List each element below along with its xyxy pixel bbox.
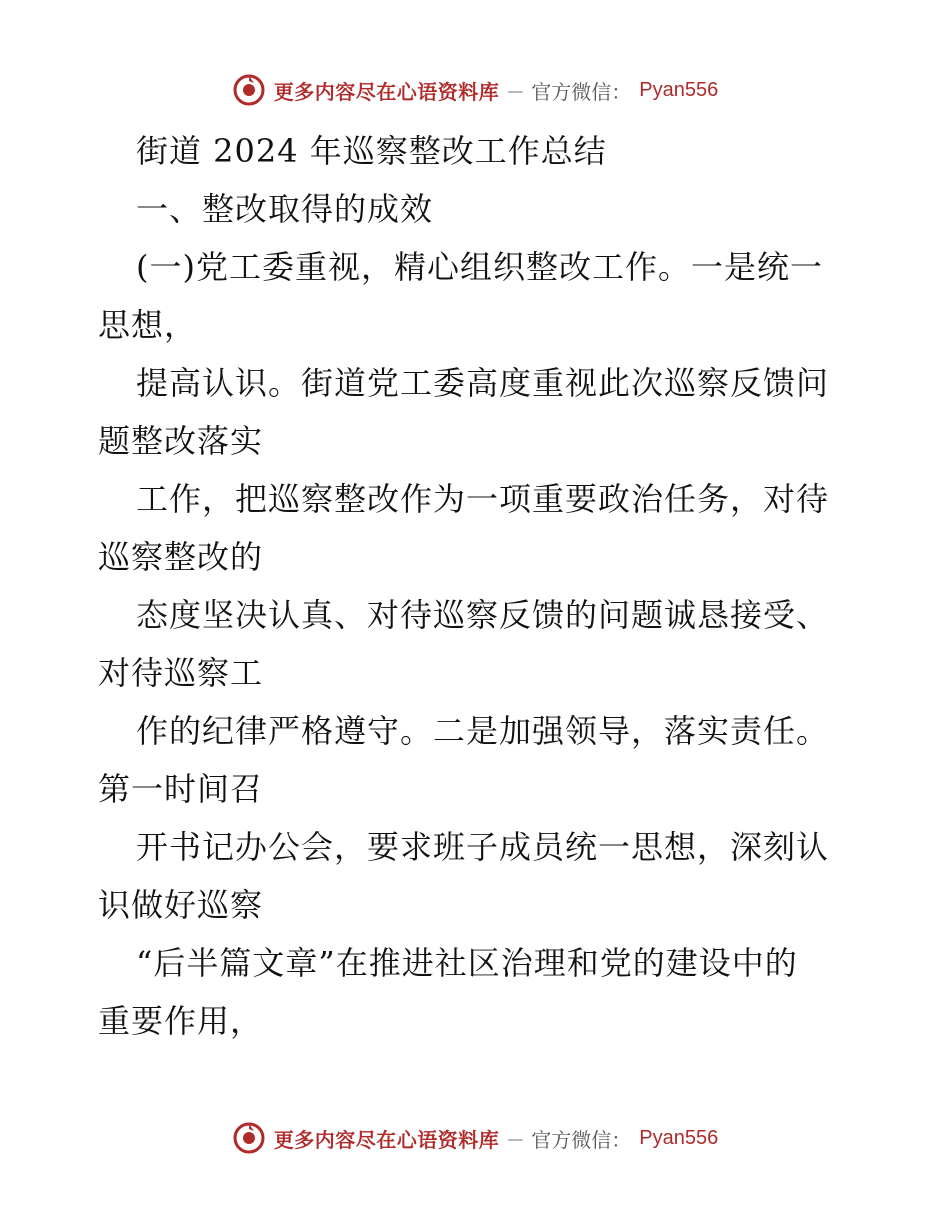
text-line: 巡察整改的 (98, 538, 264, 576)
watermark-main-text: 更多内容尽在心语资料库 (273, 81, 500, 104)
watermark-id: Pyan556 (639, 1126, 719, 1149)
watermark-label: 官方微信： (531, 81, 632, 104)
text-line: 提高认识。街道党工委高度重视此次巡察反馈问 (136, 364, 830, 402)
footer-watermark (0, 1118, 950, 1158)
text-line: 重要作用， (98, 1002, 264, 1040)
text-line: 对待巡察工 (98, 654, 264, 692)
watermark-separator: — (507, 80, 524, 100)
text-line: 识做好巡察 (98, 886, 264, 924)
text-line: 开书记办公会，要求班子成员统一思想，深刻认 (136, 828, 830, 866)
text-line: 题整改落实 (98, 422, 264, 460)
logo-icon (232, 1121, 266, 1155)
watermark-label: 官方微信： (531, 1129, 632, 1152)
header-watermark (0, 70, 950, 110)
text-line: 一、整改取得的成效 (136, 190, 434, 228)
watermark-separator: — (507, 1128, 524, 1148)
text-line: (一)党工委重视，精心组织整改工作。一是统一 (136, 248, 823, 286)
text-line: “后半篇文章”在推进社区治理和党的建设中的 (136, 944, 798, 982)
text-line: 工作，把巡察整改作为一项重要政治任务，对待 (136, 480, 830, 518)
text-line: 街道 2024 年巡察整改工作总结 (136, 132, 607, 170)
text-line: 思想， (98, 306, 198, 344)
text-line: 态度坚决认真、对待巡察反馈的问题诚恳接受、 (136, 596, 830, 634)
text-line: 作的纪律严格遵守。二是加强领导，落实责任。 (136, 712, 830, 750)
logo-icon (232, 73, 266, 107)
text-line: 第一时间召 (98, 770, 264, 808)
watermark-main-text: 更多内容尽在心语资料库 (273, 1129, 500, 1152)
watermark-id: Pyan556 (639, 78, 719, 101)
document-body (98, 122, 858, 1050)
